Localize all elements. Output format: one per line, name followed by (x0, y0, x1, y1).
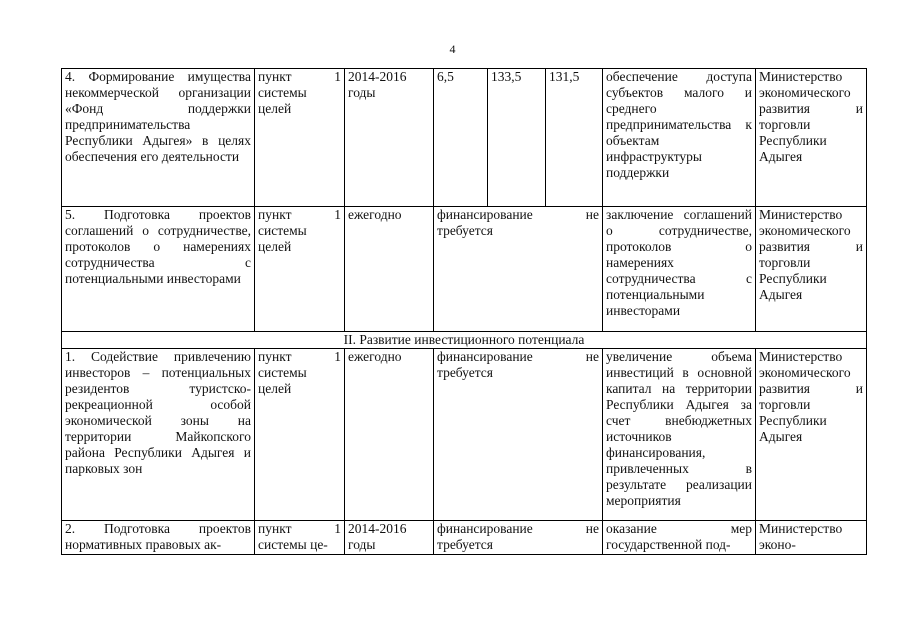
result-cell: заключение соглашений о сотрудничестве, протоколов о намерениях сотрудничества с потенциальными инвесторами (603, 207, 756, 332)
term-cell: ежегодно (345, 207, 434, 332)
executor-cell: Министерство экономического развития и торговли Республики Адыгея (756, 207, 867, 332)
measure-cell: 1. Содействие привлечению инвесторов – потенциальных резидентов туристско-рекреационной особой экономической зоны на территории Майкопского района Республики Адыгея и парковых зон (62, 349, 255, 521)
basis-cell: пункт 1 системы целей (255, 69, 345, 207)
basis-cell: пункт 1 системы це- (255, 521, 345, 555)
section-header-row (62, 332, 867, 349)
table-row (62, 207, 867, 332)
measure-cell: 2. Подготовка проектов нормативных правовых ак- (62, 521, 255, 555)
executor-cell: Министерство экономического развития и торговли Республики Адыгея (756, 349, 867, 521)
section-title: II. Развитие инвестиционного потенциала (62, 332, 867, 349)
financing-cell: финансирование не требуется (434, 207, 603, 332)
financing-cell: финансирование не требуется (434, 521, 603, 555)
measure-cell: 4. Формирование имущества некоммерческой организации «Фонд поддержки предпринимательства Республики Адыгея» в целях обеспечения его деятельности (62, 69, 255, 207)
page-number: 4 (449, 42, 456, 56)
table-row (62, 69, 867, 207)
table-row (62, 349, 867, 521)
result-cell: оказание мер государственной под- (603, 521, 756, 555)
financing-cell-3: 131,5 (546, 69, 603, 207)
term-cell: 2014-2016 годы (345, 521, 434, 555)
executor-cell: Министерство эконо- (756, 521, 867, 555)
term-cell: ежегодно (345, 349, 434, 521)
measure-cell: 5. Подготовка проектов соглашений о сотрудничестве, протоколов о намерениях сотрудничества с потенциальными инвесторами (62, 207, 255, 332)
basis-cell: пункт 1 системы целей (255, 207, 345, 332)
term-cell: 2014-2016 годы (345, 69, 434, 207)
financing-cell: финансирование не требуется (434, 349, 603, 521)
financing-cell-1: 6,5 (434, 69, 488, 207)
basis-cell: пункт 1 системы целей (255, 349, 345, 521)
financing-cell-2: 133,5 (488, 69, 546, 207)
measures-table (61, 68, 867, 555)
table-row (62, 521, 867, 555)
executor-cell: Министерство экономического развития и торговли Республики Адыгея (756, 69, 867, 207)
result-cell: увеличение объема инвестиций в основной капитал на территории Республики Адыгея за счет внебюджетных источников финансирования, привлеченных в результате реализации мероприятия (603, 349, 756, 521)
result-cell: обеспечение доступа субъектов малого и среднего предпринимательства к объектам инфраструктуры поддержки (603, 69, 756, 207)
